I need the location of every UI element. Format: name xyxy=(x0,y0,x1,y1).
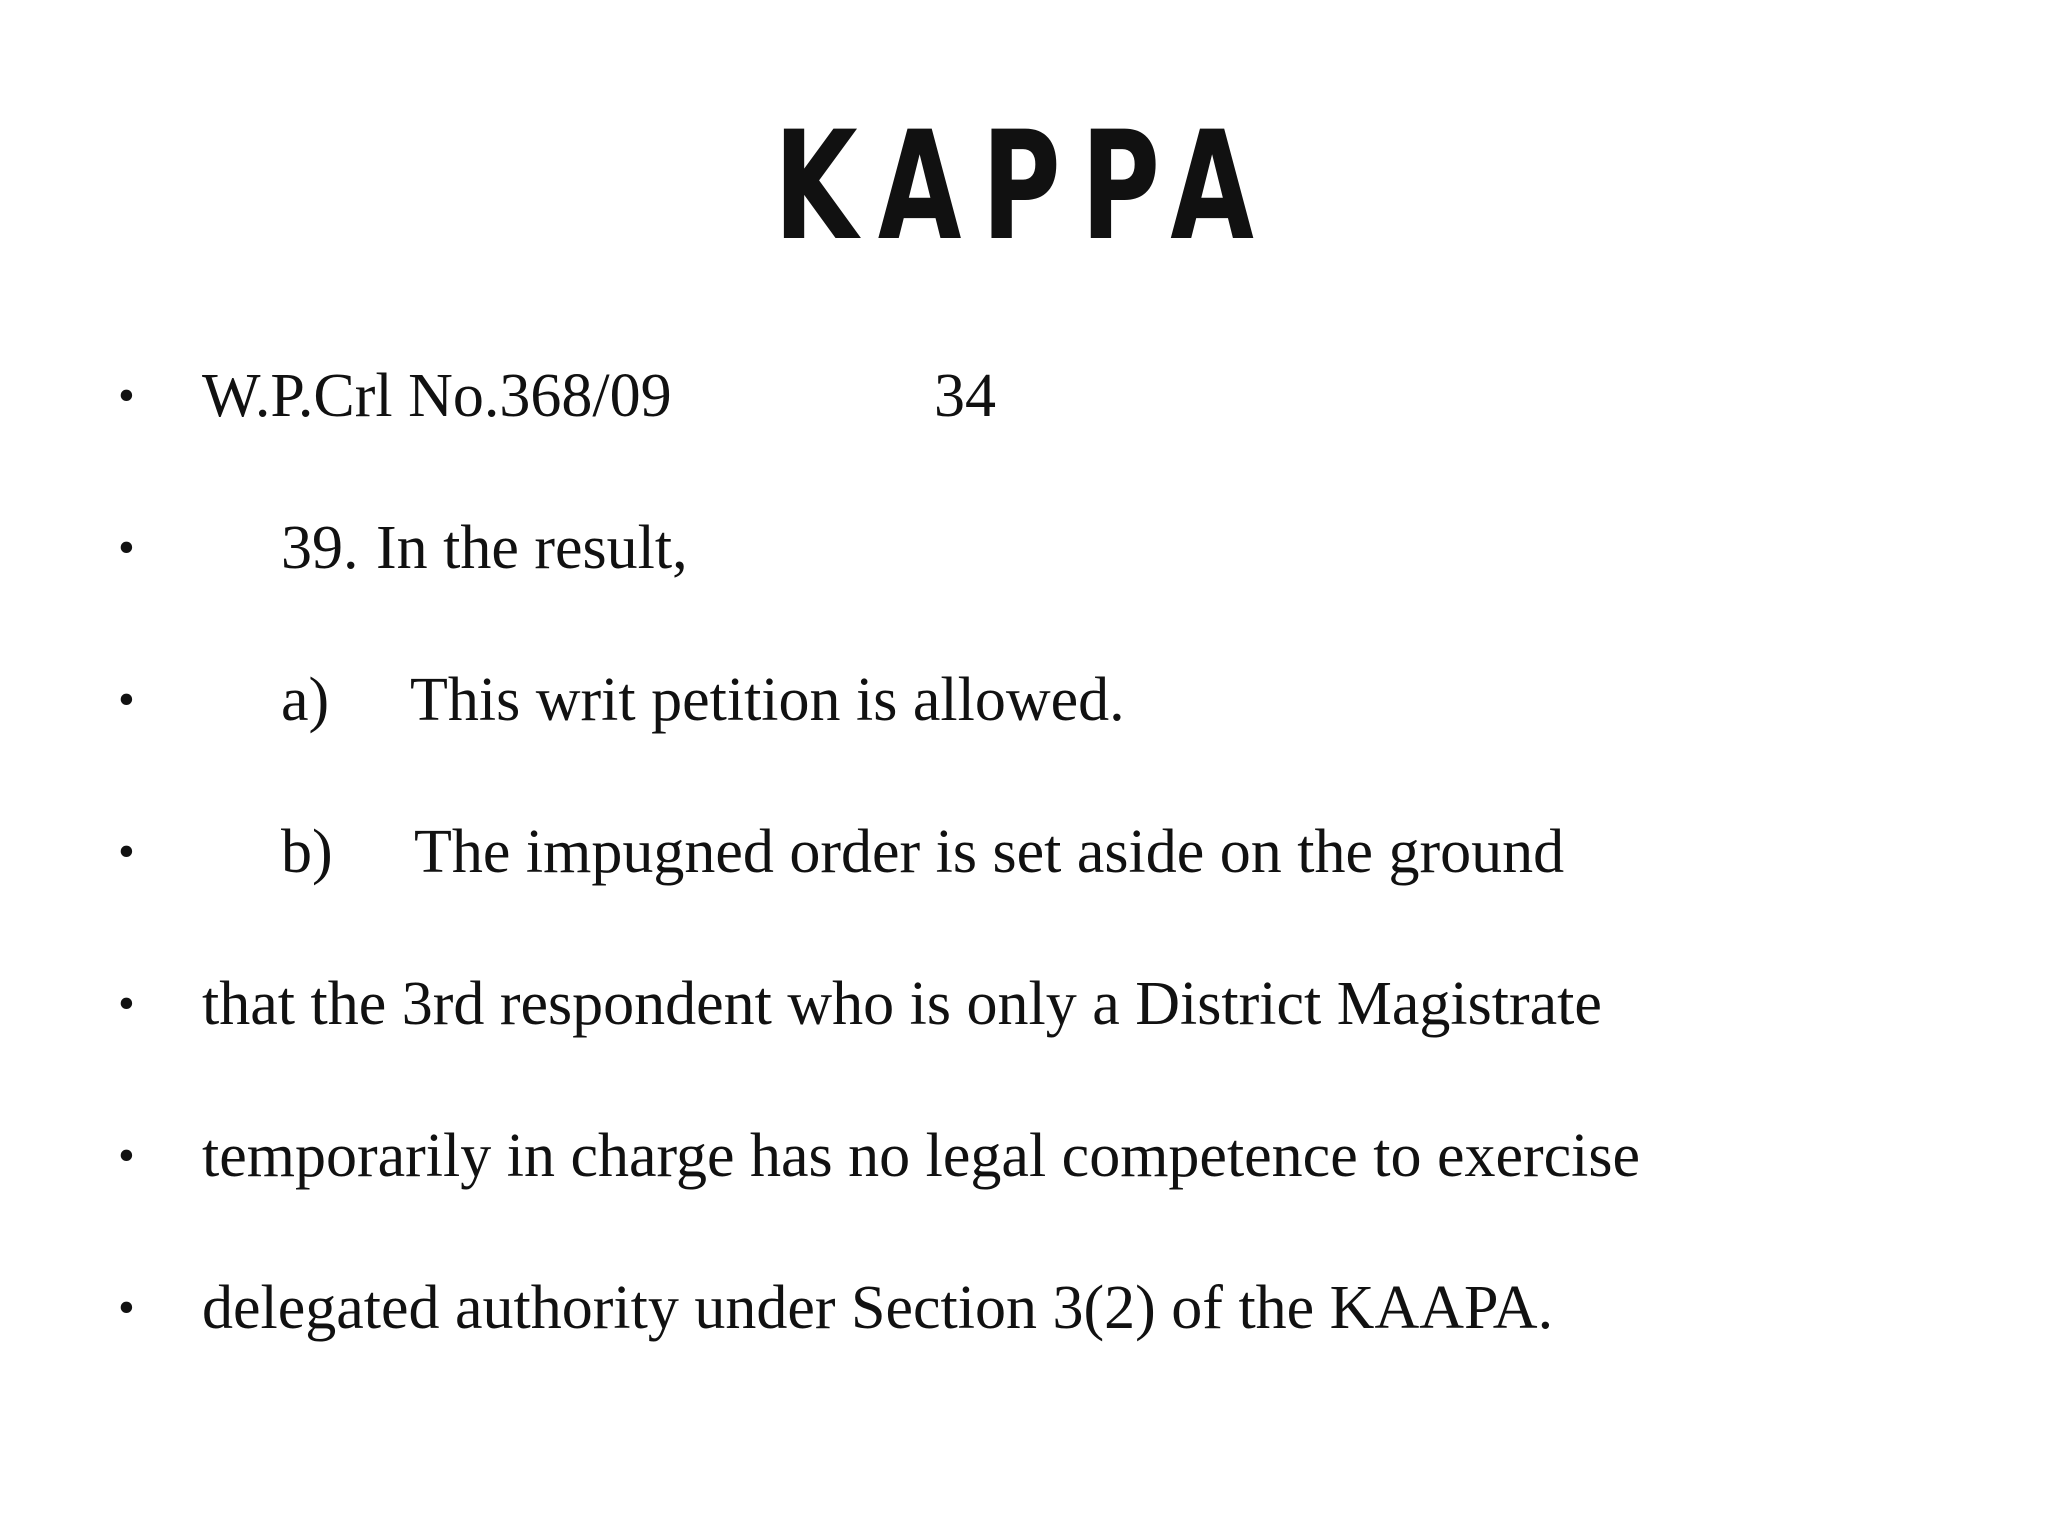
bullet-item-b xyxy=(0,802,2048,902)
bullet-text: The impugned order is set aside on the ground xyxy=(414,818,1565,886)
bullet-icon: • xyxy=(118,673,135,726)
bullet-item-continuation-1 xyxy=(0,954,2048,1054)
bullet-icon: • xyxy=(118,1281,135,1334)
bullet-item-case-number xyxy=(0,346,2048,446)
bullet-icon: • xyxy=(118,977,135,1030)
slide-title: KAPPA xyxy=(773,100,1275,274)
paragraph-number: 39. xyxy=(281,514,359,582)
bullet-icon: • xyxy=(118,369,135,422)
bullet-icon: • xyxy=(118,825,135,878)
bullet-item-continuation-3 xyxy=(0,1258,2048,1358)
bullet-text: This writ petition is allowed. xyxy=(410,666,1125,734)
item-label: a) xyxy=(281,666,330,734)
bullet-text: temporarily in charge has no legal competence to exercise xyxy=(202,1122,1641,1190)
bullet-text: that the 3rd respondent who is only a District Magistrate xyxy=(202,970,1602,1038)
bullet-icon: • xyxy=(118,521,135,574)
bullet-item-a xyxy=(0,650,2048,750)
page-number: 34 xyxy=(934,362,996,430)
item-label: b) xyxy=(281,818,333,886)
bullet-text: In the result, xyxy=(376,514,688,582)
bullet-item-continuation-2 xyxy=(0,1106,2048,1206)
case-number: W.P.Crl No.368/09 xyxy=(202,362,672,430)
bullet-icon: • xyxy=(118,1129,135,1182)
bullet-item-result xyxy=(0,498,2048,598)
bullet-text: delegated authority under Section 3(2) of the KAAPA. xyxy=(202,1274,1554,1342)
